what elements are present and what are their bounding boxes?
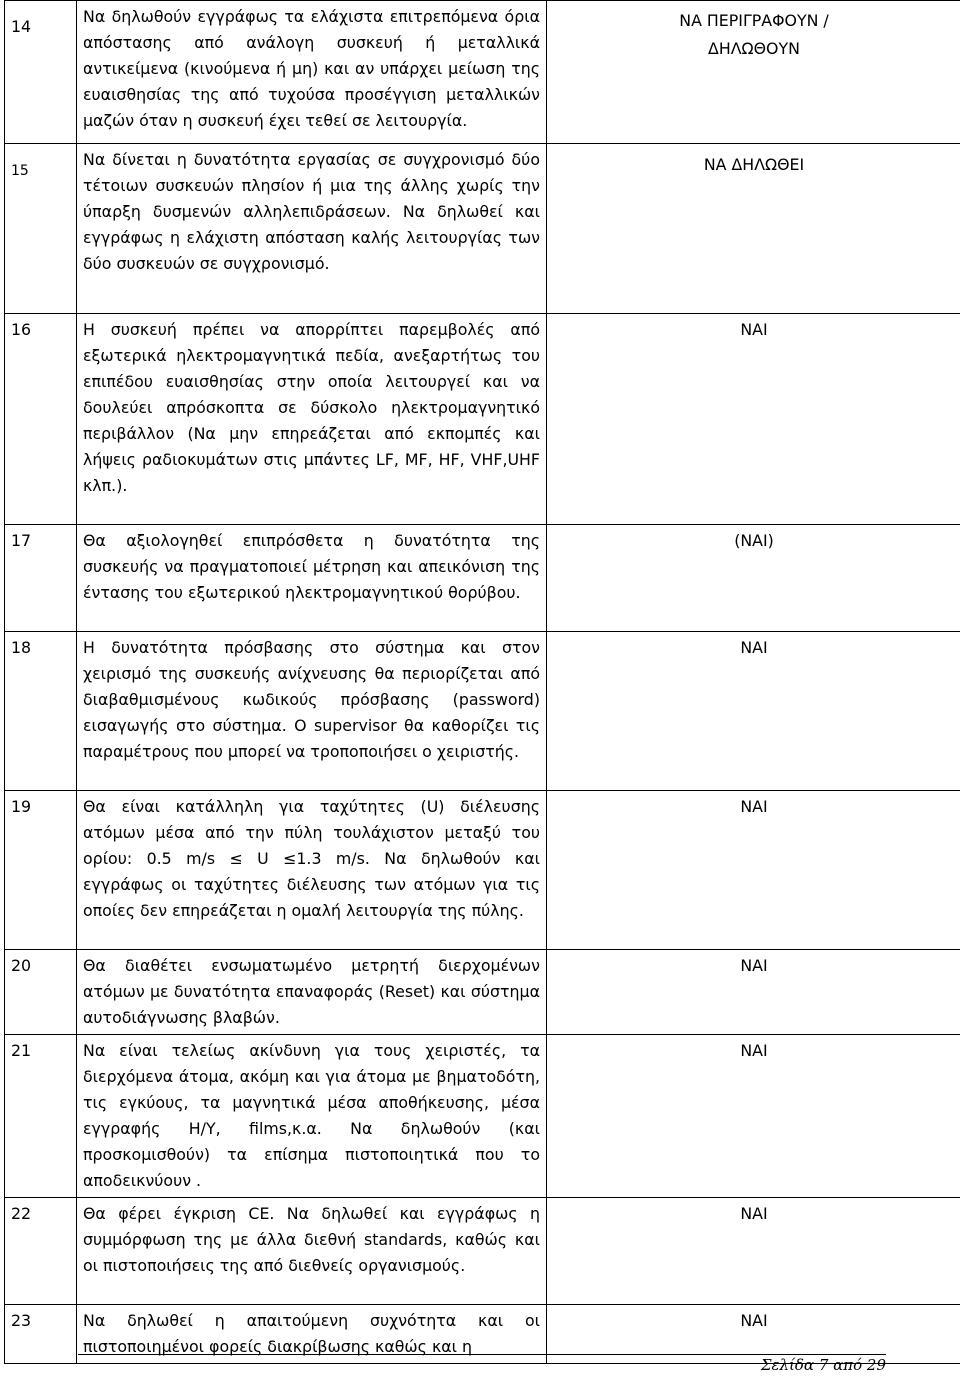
row-answer: ΝΑΙ [547, 314, 960, 525]
row-number: 18 [5, 632, 77, 791]
row-description: Να δηλωθούν εγγράφως τα ελάχιστα επιτρεπόμενα όρια απόστασης από ανάλογη συσκευή ή μεταλλικά αντικείμενα (κινούμενα ή μη) και αν υπάρχει μείωση της ευαισθησίας της από τυχούσα προσέγγιση μεταλλικών μαζών όταν η συσκευή έχει τεθεί σε λειτουργία. [77, 1, 547, 144]
row-number: 23 [5, 1305, 77, 1364]
row-number: 17 [5, 525, 77, 632]
table-row [5, 791, 960, 950]
row-description: Να είναι τελείως ακίνδυνη για τους χειριστές, τα διερχόμενα άτομα, ακόμη και για άτομα με βηματοδότη, τις εγκύους, τα μαγνητικά μέσα αποθήκευσης, μέσα εγγραφής Η/Υ, films,κ.α. Να δηλωθούν (και προσκομισθούν) τα επίσημα πιστοποιητικά που το αποδεικνύουν . [77, 1035, 547, 1198]
row-number: 21 [5, 1035, 77, 1198]
row-number: 19 [5, 791, 77, 950]
row-answer: ΝΑΙ [547, 950, 960, 1035]
table-row [5, 314, 960, 525]
row-description: Να δηλωθεί η απαιτούμενη συχνότητα και οι πιστοποιημένοι φορείς διακρίβωσης καθώς και η [77, 1305, 547, 1364]
table-row [5, 632, 960, 791]
row-answer: ΝΑΙ [547, 1198, 960, 1305]
row-answer: ΝΑΙ [547, 1035, 960, 1198]
table-row [5, 525, 960, 632]
page-number-footer: Σελίδα 7 από 29 [760, 1356, 886, 1374]
row-description: Θα διαθέτει ενσωματωμένο μετρητή διερχομένων ατόμων με δυνατότητα επαναφοράς (Reset) και σύστημα αυτοδιάγνωσης βλαβών. [77, 950, 547, 1035]
row-answer: ΝΑΙ [547, 1305, 960, 1364]
table-row [5, 1198, 960, 1305]
row-number: 14 [5, 1, 77, 144]
row-answer: ΝΑΙ [547, 791, 960, 950]
row-description: Η δυνατότητα πρόσβασης στο σύστημα και στον χειρισμό της συσκευής ανίχνευσης θα περιορίζεται από διαβαθμισμένους κωδικούς πρόσβασης (password) εισαγωγής στο σύστημα. Ο supervisor θα καθορίζει τις παραμέτρους που μπορεί να τροποποιήσει ο χειριστής. [77, 632, 547, 791]
row-description: Να δίνεται η δυνατότητα εργασίας σε συγχρονισμό δύο τέτοιων συσκευών πλησίον ή μια της άλλης χωρίς την ύπαρξη δυσμενών αλληλεπιδράσεων. Να δηλωθεί και εγγράφως η ελάχιστη απόσταση καλής λειτουργίας των δύο συσκευών σε συγχρονισμό. [77, 144, 547, 314]
row-description: Η συσκευή πρέπει να απορρίπτει παρεμβολές από εξωτερικά ηλεκτρομαγνητικά πεδία, ανεξαρτήτως του επιπέδου ευαισθησίας στην οποία λειτουργεί και να δουλεύει απρόσκοπτα σε δύσκολο ηλεκτρομαγνητικό περιβάλλον (Να μην επηρεάζεται από εκπομπές και λήψεις ραδιοκυμάτων στις μπάντες LF, MF, HF, VHF,UHF κλπ.). [77, 314, 547, 525]
row-description: Θα είναι κατάλληλη για ταχύτητες (U) διέλευσης ατόμων μέσα από την πύλη τουλάχιστον μεταξύ του ορίου: 0.5 m/s ≤ U ≤1.3 m/s. Να δηλωθούν και εγγράφως οι ταχύτητες διέλευσης των ατόμων για τις οποίες δεν επηρεάζεται η ομαλή λειτουργία της πύλης. [77, 791, 547, 950]
table-row [5, 950, 960, 1035]
row-number: 20 [5, 950, 77, 1035]
row-number: 22 [5, 1198, 77, 1305]
row-number: 16 [5, 314, 77, 525]
row-description: Θα φέρει έγκριση CE. Να δηλωθεί και εγγράφως η συμμόρφωση της με άλλα διεθνή standards, καθώς και οι πιστοποιήσεις της από διεθνείς οργανισμούς. [77, 1198, 547, 1305]
row-answer: ΝΑΙ [547, 632, 960, 791]
footer-divider [78, 1354, 886, 1355]
table-row [5, 1035, 960, 1198]
row-answer: ΝΑ ΠΕΡΙΓΡΑΦΟΥΝ / ΔΗΛΩΘΟΥΝ [547, 1, 960, 144]
table-row [5, 144, 960, 314]
row-answer: (ΝΑΙ) [547, 525, 960, 632]
row-number: 15 [5, 144, 77, 314]
table-row [5, 1, 960, 144]
row-answer: ΝΑ ΔΗΛΩΘΕΙ [547, 144, 960, 314]
specification-table [4, 0, 960, 1364]
row-description: Θα αξιολογηθεί επιπρόσθετα η δυνατότητα της συσκευής να πραγματοποιεί μέτρηση και απεικόνιση της έντασης του εξωτερικού ηλεκτρομαγνητικού θορύβου. [77, 525, 547, 632]
